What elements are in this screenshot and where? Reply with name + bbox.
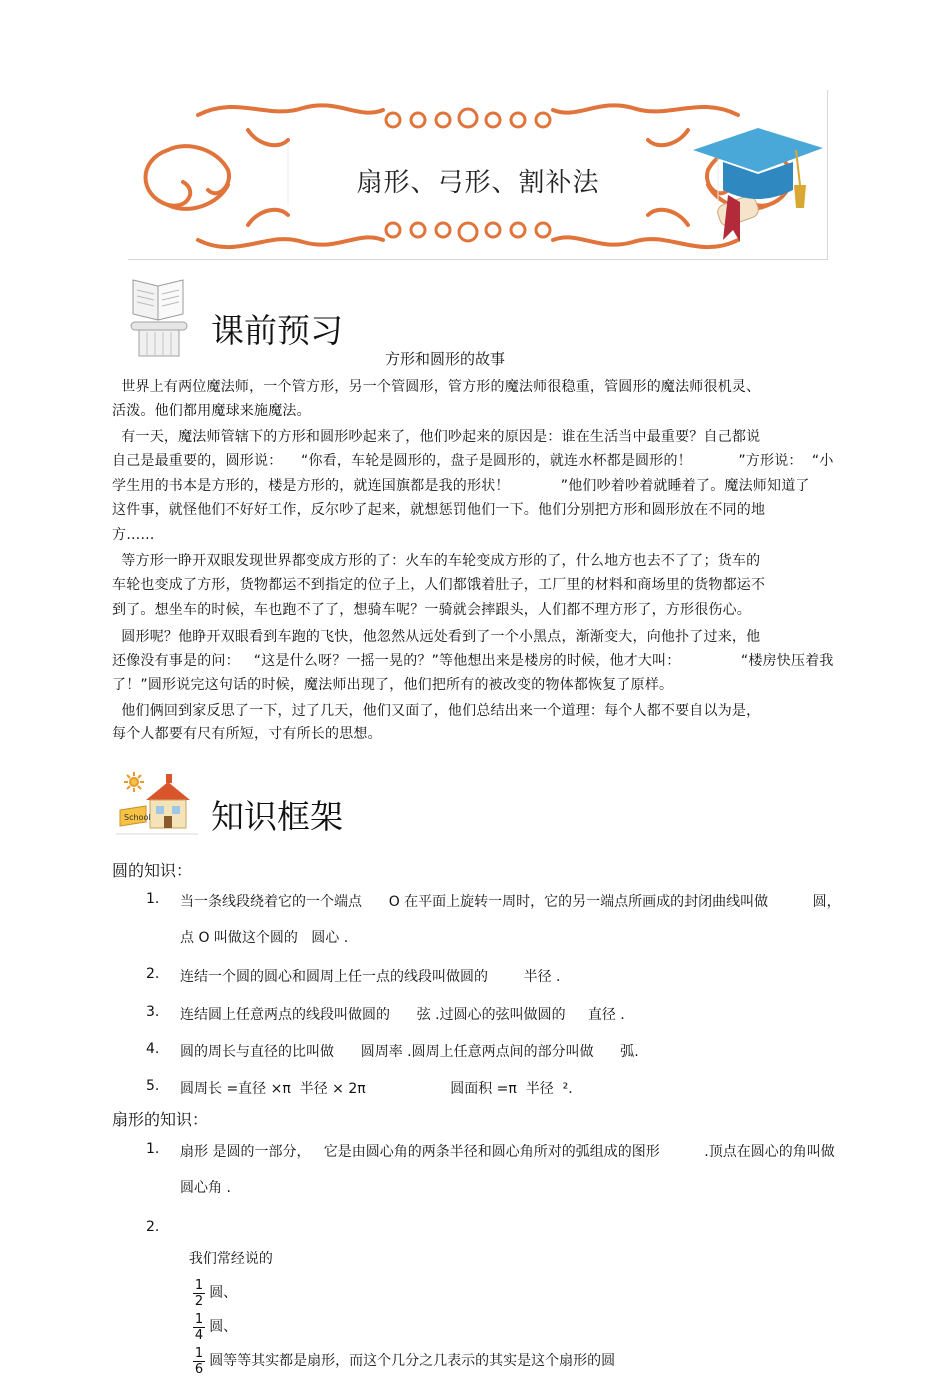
fraction-prefix: 我们常经说的 xyxy=(188,1251,273,1267)
fraction-suffix: 圆等等其实都是扇形，而这个几分之几表示的其实是这个扇形的圆 xyxy=(209,1353,616,1369)
list-number: 2. xyxy=(146,966,160,982)
svg-text:School: School xyxy=(124,813,151,822)
story-line: 等方形一睁开双眼发现世界都变成方形的了：火车的车轮变成方形的了，什么地方也去不了了；货车的 xyxy=(112,553,761,569)
list-number: 5. xyxy=(146,1078,160,1094)
story-line: 他们俩回到家反思了一下，过了几天，他们又面了，他们总结出来一个道理：每个人都不要自以为是， xyxy=(112,703,761,719)
story-line: 车轮也变成了方形，货物都运不到指定的位子上，人们都饿着肚子，工厂里的材料和商场里的货物都运不 xyxy=(112,577,766,593)
fraction-suffix: 圆、 xyxy=(209,1285,238,1301)
story-line: 学生用的书本是方形的，楼是方形的，就连国旗都是我的形状！ ”他们吵着吵着就睡着了。魔法师知道了 xyxy=(112,478,810,494)
school-house-icon xyxy=(116,770,198,836)
list-item-continuation: 点 O 叫做这个圆的 圆心 . xyxy=(180,930,349,946)
list-item-fractions xyxy=(180,1208,615,1378)
list-item-continuation: 圆心角 . xyxy=(180,1180,231,1196)
fraction-suffix: 圆、 xyxy=(209,1319,238,1335)
list-item: 圆的周长与直径的比叫做 圆周率 .圆周上任意两点间的部分叫做 弧. xyxy=(180,1044,639,1060)
story-line: 方…… xyxy=(112,527,155,543)
fraction: $\frac{1}{4}$ xyxy=(194,1311,204,1343)
story-line: 自己是最重要的，圆形说： “你看，车轮是圆形的，盘子是圆形的，就连水杯都是圆形的！ ”方形说： “小 xyxy=(112,453,834,469)
story-line: 还像没有事是的问： “这是什么呀？一摇一晃的？”等他想出来是楼房的时候，他才大叫： “楼房快压着我 xyxy=(112,653,834,669)
fraction: $\frac{1}{2}$ xyxy=(194,1277,204,1309)
story-line: 到了。想坐车的时候，车也跑不了了，想骑车呢？一骑就会摔跟头，人们都不理方形了，方形很伤心。 xyxy=(112,602,751,618)
section-title-framework: 知识框架 xyxy=(211,797,343,836)
list-number: 1. xyxy=(146,891,160,907)
list-number: 3. xyxy=(146,1004,160,1020)
title-banner xyxy=(128,90,828,260)
story-line: 圆形呢？他睁开双眼看到车跑的飞快，他忽然从远处看到了一个小黑点，渐渐变大，向他扑了过来，他 xyxy=(112,629,761,645)
story-line: 活泼。他们都用魔球来施魔法。 xyxy=(112,403,311,419)
fraction: $\frac{1}{6}$ xyxy=(194,1345,204,1377)
list-item: 扇形 是圆的一部分， 它是由圆心角的两条半径和圆心角所对的弧组成的图形 .顶点在圆心的角叫做 xyxy=(180,1144,835,1160)
banner-title: 扇形、弓形、割补法 xyxy=(356,168,600,198)
list-number: 4. xyxy=(146,1041,160,1057)
story-line: 世界上有两位魔法师，一个管方形，另一个管圆形，管方形的魔法师很稳重，管圆形的魔法师很机灵、 xyxy=(112,379,761,395)
section-title-preview: 课前预习 xyxy=(211,311,343,350)
sector-knowledge-heading: 扇形的知识： xyxy=(112,1110,209,1129)
list-item: 圆周长 =直径 ×π 半径 × 2π 圆面积 =π 半径 ². xyxy=(180,1081,573,1097)
story-title: 方形和圆形的故事 xyxy=(384,350,505,368)
list-number: 2. xyxy=(146,1219,160,1235)
circle-knowledge-heading: 圆的知识： xyxy=(112,861,193,880)
story-line: 了！”圆形说完这句话的时候，魔法师出现了，他们把所有的被改变的物体都恢复了原样。 xyxy=(112,677,674,693)
list-item: 当一条线段绕着它的一个端点 O 在平面上旋转一周时，它的另一端点所画成的封闭曲线叫做 圆， xyxy=(180,894,841,910)
story-line: 每个人都要有尺有所短，寸有所长的思想。 xyxy=(112,726,382,742)
list-number: 1. xyxy=(146,1141,160,1157)
list-item: 连结一个圆的圆心和圆周上任一点的线段叫做圆的 半径 . xyxy=(180,969,561,985)
story-line: 有一天，魔法师管辖下的方形和圆形吵起来了，他们吵起来的原因是：谁在生活当中最重要？自己都说 xyxy=(112,429,761,445)
list-item: 连结圆上任意两点的线段叫做圆的 弦 .过圆心的弦叫做圆的 直径 . xyxy=(180,1007,625,1023)
story-line: 这件事，就怪他们不好好工作，反尔吵了起来，就想惩罚他们一下。他们分别把方形和圆形放在不同的地 xyxy=(112,502,766,518)
